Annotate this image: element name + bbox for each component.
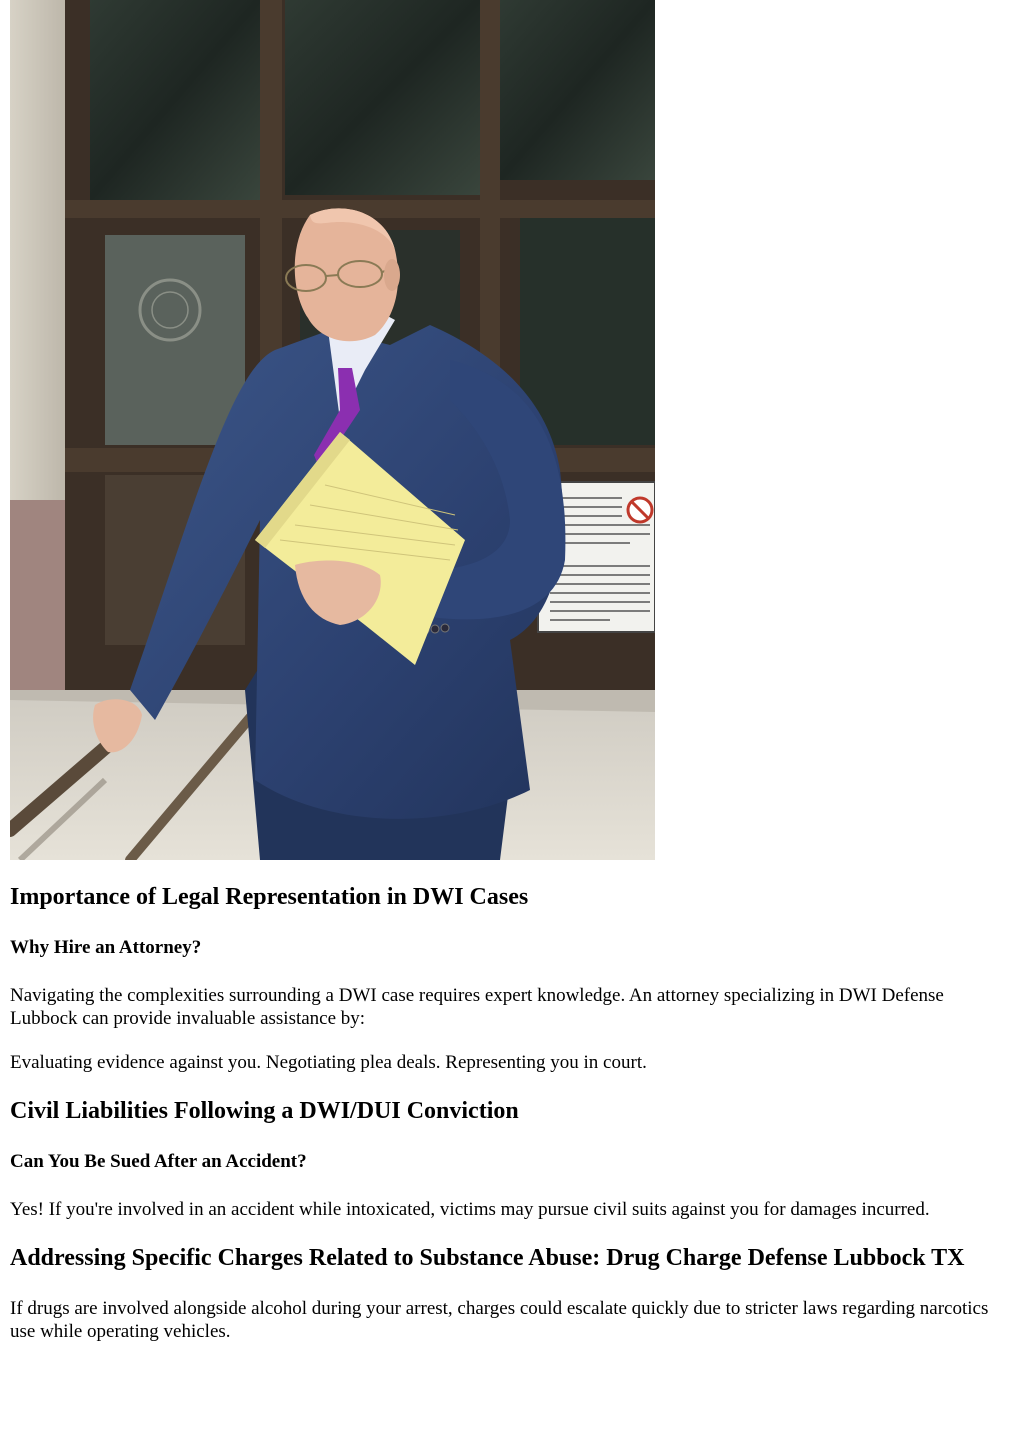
subheading-why-hire-attorney: Why Hire an Attorney? [10, 937, 202, 958]
heading-civil-liabilities: Civil Liabilities Following a DWI/DUI Conviction [10, 1098, 519, 1124]
paragraph-navigating-complexities: Navigating the complexities surrounding a DWI case requires expert knowledge. An attorney specializing in DWI Defense Lubbock can provide invaluable assistance by: [10, 985, 944, 1029]
paragraph-drug-charges: If drugs are involved alongside alcohol during your arrest, charges could escalate quickly due to stricter laws regarding narcotics use while operating vehicles. [10, 1298, 989, 1342]
heading-legal-representation: Importance of Legal Representation in DWI Cases [10, 884, 529, 910]
attorney-portrait-photo [10, 0, 655, 860]
heading-drug-charge-defense: Addressing Specific Charges Related to Substance Abuse: Drug Charge Defense Lubbock TX [10, 1245, 965, 1271]
article-content [10, 860, 1014, 1343]
paragraph-civil-suits: Yes! If you're involved in an accident while intoxicated, victims may pursue civil suits against you for damages incurred. [10, 1199, 930, 1220]
paragraph-attorney-services: Evaluating evidence against you. Negotiating plea deals. Representing you in court. [10, 1052, 647, 1073]
subheading-can-you-be-sued: Can You Be Sued After an Accident? [10, 1151, 307, 1172]
